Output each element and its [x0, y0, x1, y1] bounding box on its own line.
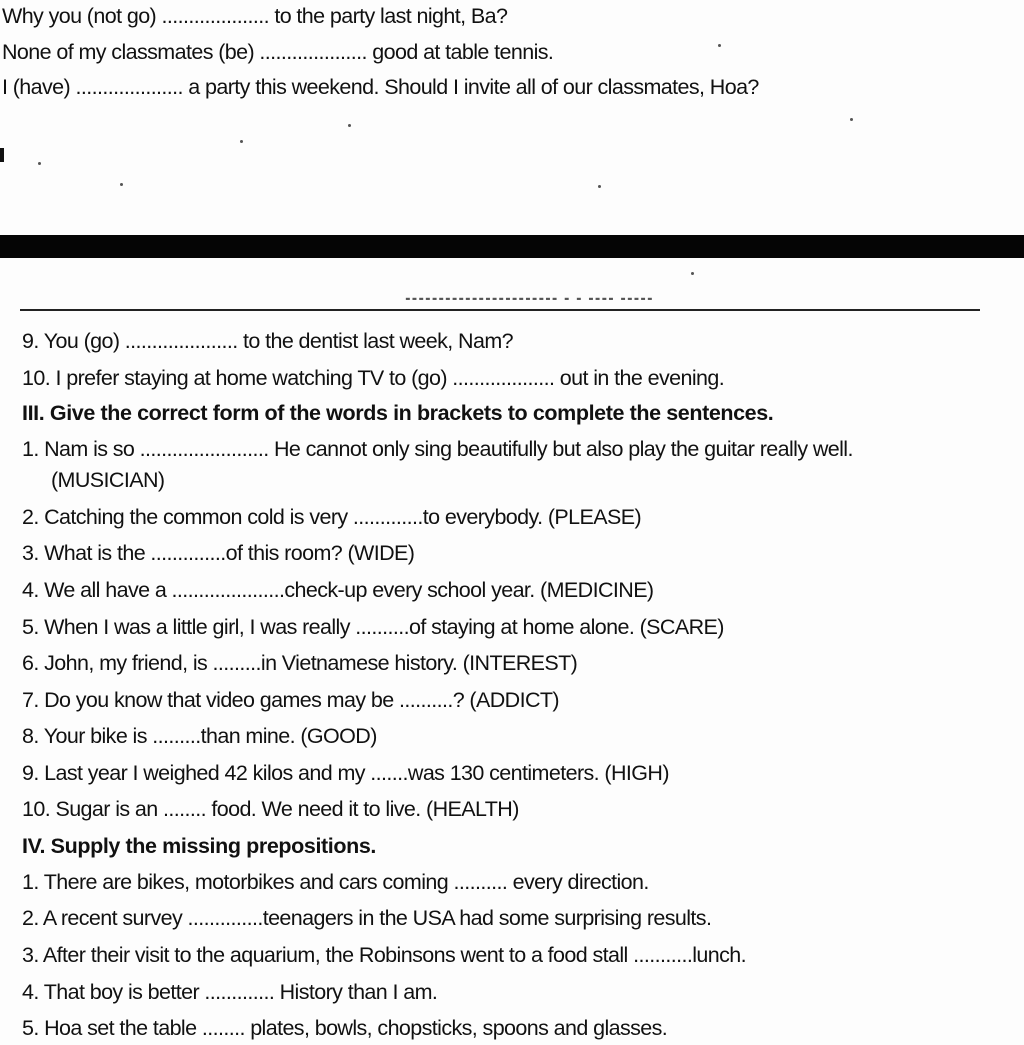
- faded-cutoff-text: ▪▪▪▪▪▪▪▪▪▪▪▪▪▪▪▪▪▪▪▪▪▪▪ ▪ ▪ ▪▪▪▪ ▪▪▪▪▪: [405, 294, 654, 304]
- exercise-item: 10. I prefer staying at home watching TV to (go) ................... out in the evening.: [22, 366, 725, 390]
- exercise-item: 5. When I was a little girl, I was really ..........of staying at home alone. (SCARE): [22, 615, 724, 639]
- exercise-item: 3. After their visit to the aquarium, the Robinsons went to a food stall ...........lunch.: [22, 943, 746, 967]
- scan-speck: [240, 140, 243, 143]
- exercise-item: 4. That boy is better ............. History than I am.: [22, 980, 438, 1004]
- exercise-line: Why you (not go) .................... to the party last night, Ba?: [2, 4, 508, 28]
- scan-speck: [850, 118, 853, 121]
- exercise-item: 5. Hoa set the table ........ plates, bowls, chopsticks, spoons and glasses.: [22, 1016, 668, 1040]
- horizontal-rule: [20, 309, 980, 311]
- scan-speck: [38, 162, 41, 165]
- scan-speck: [598, 185, 601, 188]
- exercise-item: 7. Do you know that video games may be ..........? (ADDICT): [22, 688, 559, 712]
- exercise-item: 3. What is the ..............of this room? (WIDE): [22, 541, 415, 565]
- exercise-line: None of my classmates (be) .................... good at table tennis.: [2, 40, 554, 64]
- exercise-item: 9. You (go) ..................... to the dentist last week, Nam?: [22, 329, 513, 353]
- exercise-item: 6. John, my friend, is .........in Vietnamese history. (INTEREST): [22, 651, 578, 675]
- exercise-item: 4. We all have a .....................check-up every school year. (MEDICINE): [22, 578, 654, 602]
- exercise-item: 2. Catching the common cold is very .............to everybody. (PLEASE): [22, 505, 641, 529]
- section-heading: III. Give the correct form of the words in brackets to complete the sentences.: [22, 401, 774, 425]
- page-separator-bar: [0, 235, 1024, 258]
- exercise-item: 8. Your bike is .........than mine. (GOOD): [22, 724, 377, 748]
- exercise-item: 1. There are bikes, motorbikes and cars coming .......... every direction.: [22, 870, 649, 894]
- section-heading: IV. Supply the missing prepositions.: [22, 834, 376, 858]
- exercise-item: 1. Nam is so ........................ He cannot only sing beautifully but also play the guitar really well.: [22, 437, 853, 461]
- scan-speck: [718, 44, 721, 47]
- exercise-line: I (have) .................... a party this weekend. Should I invite all of our classmates, Hoa?: [2, 75, 759, 99]
- scan-speck: [120, 183, 123, 186]
- scan-speck: [348, 124, 351, 127]
- scan-edge-mark: [0, 148, 4, 162]
- exercise-item: 10. Sugar is an ........ food. We need it to live. (HEALTH): [22, 797, 519, 821]
- exercise-item-continuation: (MUSICIAN): [51, 468, 165, 492]
- exercise-item: 2. A recent survey ..............teenagers in the USA had some surprising results.: [22, 906, 712, 930]
- scan-speck: [691, 272, 694, 275]
- exercise-item: 9. Last year I weighed 42 kilos and my .......was 130 centimeters. (HIGH): [22, 761, 669, 785]
